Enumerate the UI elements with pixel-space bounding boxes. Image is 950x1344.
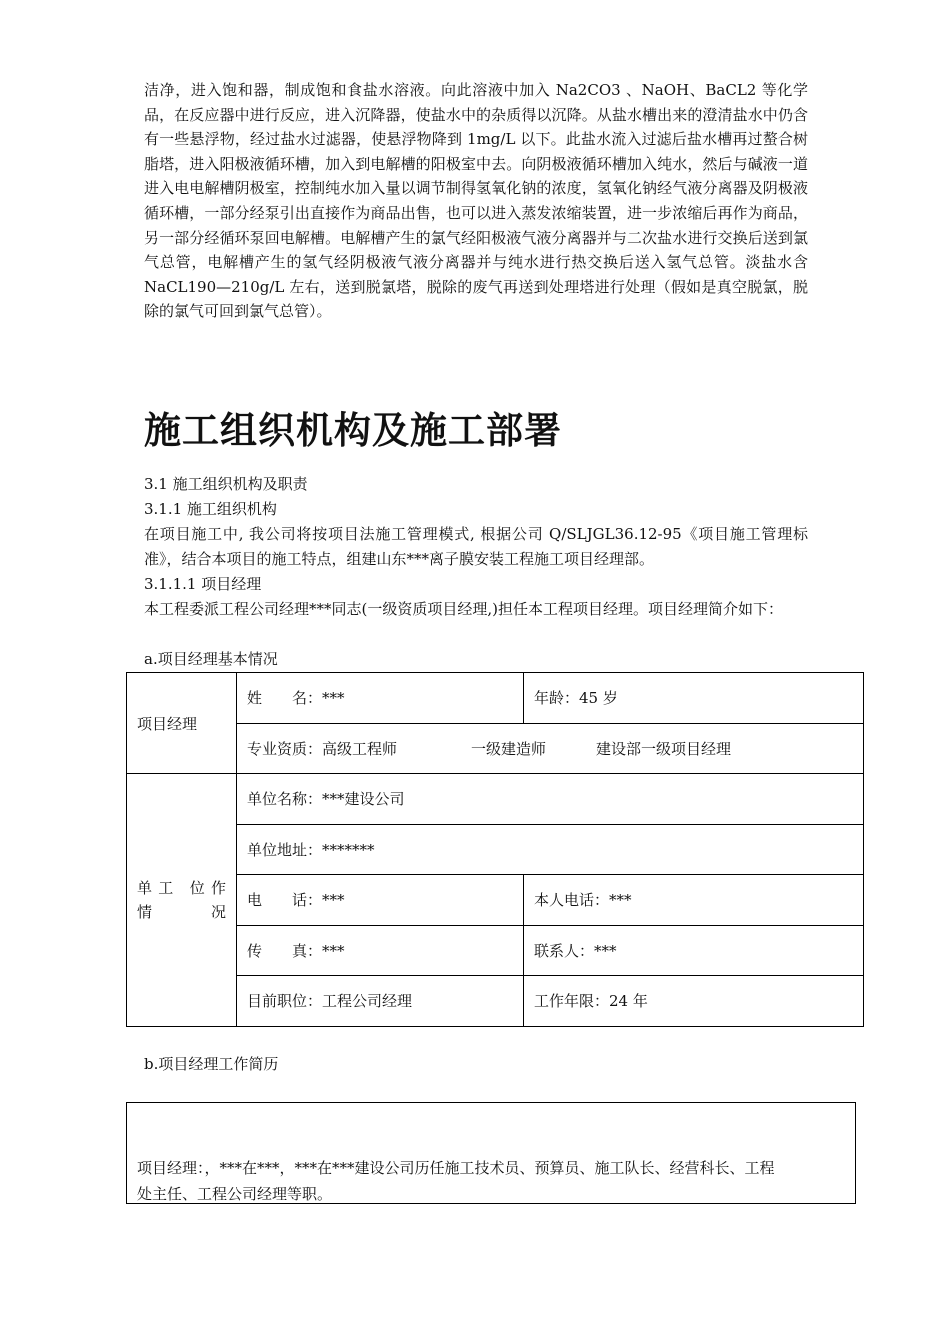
table-row <box>127 875 864 926</box>
table-b-caption: b.项目经理工作简历 <box>144 1055 279 1073</box>
years-cell: 工作年限：24 年 <box>524 976 864 1027</box>
subsection-3-1-1-1-text: 本工程委派工程公司经理***同志(一级资质项目经理,)担任本工程项目经理。项目经理简介如下： <box>144 600 783 618</box>
table-row <box>127 824 864 875</box>
own-phone-cell: 本人电话：*** <box>524 875 864 926</box>
project-manager-info-table <box>126 672 864 1027</box>
age-cell: 年龄：45 岁 <box>524 673 864 724</box>
contact-cell: 联系人：*** <box>524 925 864 976</box>
unit-name-cell: 单位名称：***建设公司 <box>237 774 864 825</box>
table-row <box>127 925 864 976</box>
subsection-3-1-1-1: 3.1.1.1 项目经理 <box>144 575 262 593</box>
table-row <box>127 774 864 825</box>
table-row <box>127 723 864 774</box>
qualification-cell: 专业资质：高级工程师 一级建造师 建设部一级项目经理 <box>237 723 864 774</box>
unit-label-cell: 单 工 位 作 情 况 <box>127 774 237 1027</box>
name-cell: 姓 名：*** <box>237 673 524 724</box>
table-row <box>127 673 864 724</box>
table-row <box>127 976 864 1027</box>
intro-paragraph: 洁净，进入饱和器，制成饱和食盐水溶液。向此溶液中加入 Na2CO3 、NaOH、BaCL2 等化学品，在反应器中进行反应，进入沉降器，使盐水中的杂质得以沉降。从盐水槽出来的澄清盐水中仍含有一些悬浮物，经过盐水过滤器，使悬浮物降到 1mg/L 以下。此盐水流入过滤后盐水槽再过螯合树脂塔，进入阳极液循环槽，加入到电解槽的阳极室中去。向阴极液循环槽加入纯水，然后与碱液一道进入电电解槽阴极室，控制纯水加入量以调节制得氢氧化钠的浓度，氢氧化钠经气液分离器及阴极液循环槽，一部分经泵引出直接作为商品出售，也可以进入蒸发浓缩装置，进一步浓缩后再作为商品，另一部分经循环泵回电解槽。电解槽产生的氯气经阳极液气液分离器并与二次盐水进行交换后送到氯气总管，电解槽产生的氢气经阴极液气液分离器并与纯水进行热交换后送入氢气总管。淡盐水含 NaCL190—210g/L 左右，送到脱氯塔，脱除的废气再送到处理塔进行处理（假如是真空脱氯，脱除的氯气可回到氯气总管）。 <box>144 81 808 321</box>
resume-text: 项目经理：，***在***，***在***建设公司历任施工技术员、预算员、施工队长、经营科长、工程处主任、工程公司经理等职。 <box>137 1159 775 1203</box>
subsection-3-1-1-text: 在项目施工中, 我公司将按项目法施工管理模式, 根据公司 Q/SLJGL36.12-95《项目施工管理标准》，结合本项目的施工特点，组建山东***离子膜安装工程施工项目经理部。 <box>144 525 808 568</box>
fax-cell: 传 真：*** <box>237 925 524 976</box>
phone-cell: 电 话：*** <box>237 875 524 926</box>
pm-label-cell: 项目经理 <box>127 673 237 774</box>
position-cell: 目前职位：工程公司经理 <box>237 976 524 1027</box>
unit-address-cell: 单位地址：******* <box>237 824 864 875</box>
resume-box <box>126 1102 856 1204</box>
subsection-3-1-1: 3.1.1 施工组织机构 <box>144 500 277 518</box>
table-a-caption: a.项目经理基本情况 <box>144 650 278 668</box>
section-title: 施工组织机构及施工部署 <box>144 408 562 452</box>
subsection-3-1: 3.1 施工组织机构及职责 <box>144 475 308 493</box>
